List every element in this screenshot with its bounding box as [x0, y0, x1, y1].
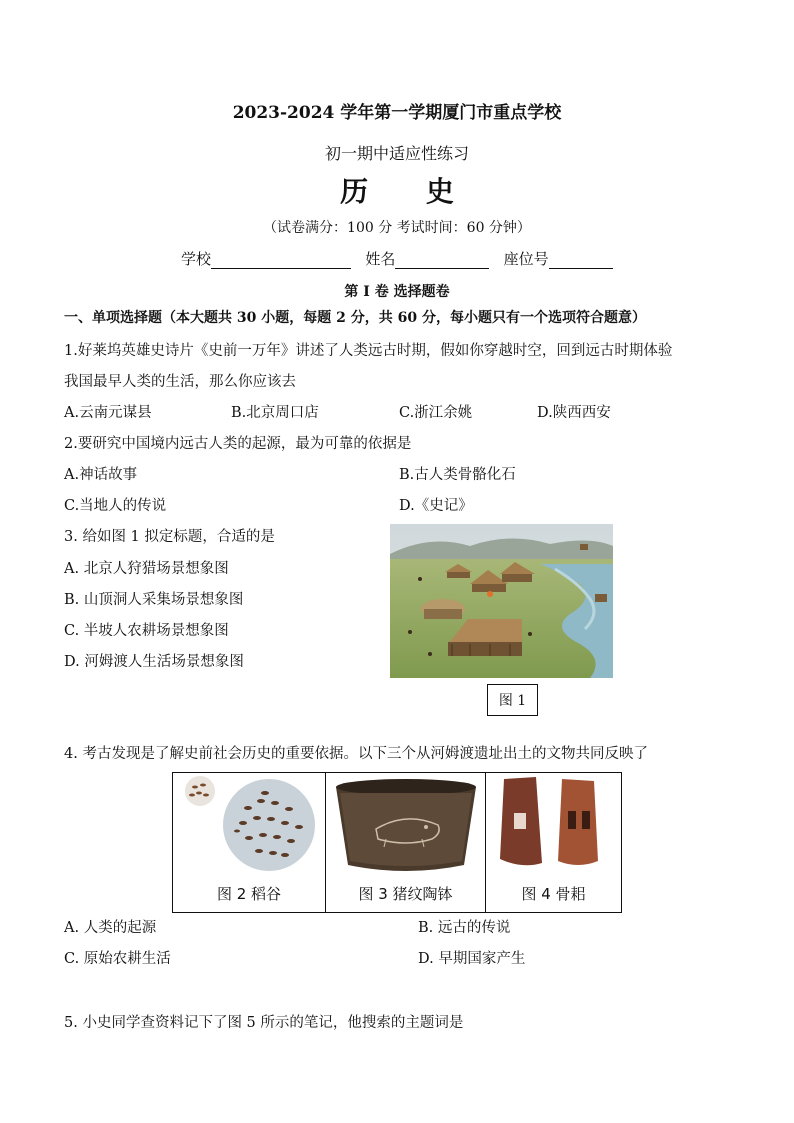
q4-option-a[interactable]: A. 人类的起源: [64, 920, 157, 936]
figure-3-cell: [326, 773, 486, 912]
q3-stem: 3. 给如图 1 拟定标题，合适的是: [64, 529, 275, 545]
part-one-instructions: 一、单项选择题（本大题共 30 小题，每题 2 分，共 60 分，每小题只有一个选项符合题意）: [64, 310, 646, 326]
figure-4-cell: [486, 773, 621, 912]
figure-1-caption: 图 1: [487, 684, 538, 716]
q1-stem-line2: 我国最早人类的生活，那么你应该去: [64, 374, 296, 390]
subject-title: 历 史: [340, 175, 478, 208]
section-title: 第 I 卷 选择题卷: [344, 284, 450, 300]
q2-option-b[interactable]: B.古人类骨骼化石: [399, 467, 516, 483]
q1-option-c[interactable]: C.浙江余姚: [399, 405, 473, 421]
bone-spade-image: [486, 773, 621, 883]
q2-option-d[interactable]: D.《史记》: [399, 498, 473, 514]
q2-option-a[interactable]: A.神话故事: [64, 467, 138, 483]
q3-option-b[interactable]: B. 山顶洞人采集场景想象图: [64, 592, 244, 608]
q1-stem-line1: 1.好莱坞英雄史诗片《史前一万年》讲述了人类远古时期，假如你穿越时空，回到远古时期体验: [64, 343, 673, 359]
school-label: 学校: [181, 250, 212, 268]
name-label: 姓名: [365, 250, 396, 268]
q1-option-a[interactable]: A.云南元谋县: [64, 405, 152, 421]
q5-stem: 5. 小史同学查资料记下了图 5 所示的笔记，他搜索的主题词是: [64, 1015, 464, 1031]
exam-info: （试卷满分：100 分 考试时间：60 分钟）: [263, 220, 531, 236]
seat-field[interactable]: [549, 253, 613, 269]
q2-option-c[interactable]: C.当地人的传说: [64, 498, 167, 514]
q4-stem: 4. 考古发现是了解史前社会历史的重要依据。以下三个从河姆渡遗址出土的文物共同反映了: [64, 746, 648, 762]
figure-3-caption: 图 3 猪纹陶钵: [358, 885, 453, 903]
exam-subtitle: 初一期中适应性练习: [324, 144, 469, 163]
q1-option-d[interactable]: D.陕西西安: [537, 405, 611, 421]
figure-2-cell: [173, 773, 326, 912]
q1-option-b[interactable]: B.北京周口店: [231, 405, 319, 421]
pig-pottery-bowl-image: [326, 773, 486, 883]
q4-option-b[interactable]: B. 远古的传说: [418, 920, 511, 936]
figure-4-caption: 图 4 骨耜: [521, 885, 586, 903]
q2-stem: 2.要研究中国境内远古人类的起源，最为可靠的依据是: [64, 436, 412, 452]
student-info-row: [181, 248, 613, 269]
q3-option-c[interactable]: C. 半坡人农耕场景想象图: [64, 623, 229, 639]
q4-option-c[interactable]: C. 原始农耕生活: [64, 951, 171, 967]
q4-option-d[interactable]: D. 早期国家产生: [418, 951, 526, 967]
rice-grains-image: [173, 773, 326, 883]
exam-title: 2023-2024 学年第一学期厦门市重点学校: [232, 103, 562, 123]
q3-option-d[interactable]: D. 河姆渡人生活场景想象图: [64, 654, 244, 670]
figure-2-caption: 图 2 稻谷: [216, 885, 282, 903]
seat-label: 座位号: [503, 250, 549, 268]
q4-figure-table: [172, 772, 622, 913]
name-field[interactable]: [395, 253, 489, 269]
q3-option-a[interactable]: A. 北京人狩猎场景想象图: [64, 561, 229, 577]
figure-1-village-scene: [390, 524, 613, 678]
school-field[interactable]: [211, 253, 351, 269]
